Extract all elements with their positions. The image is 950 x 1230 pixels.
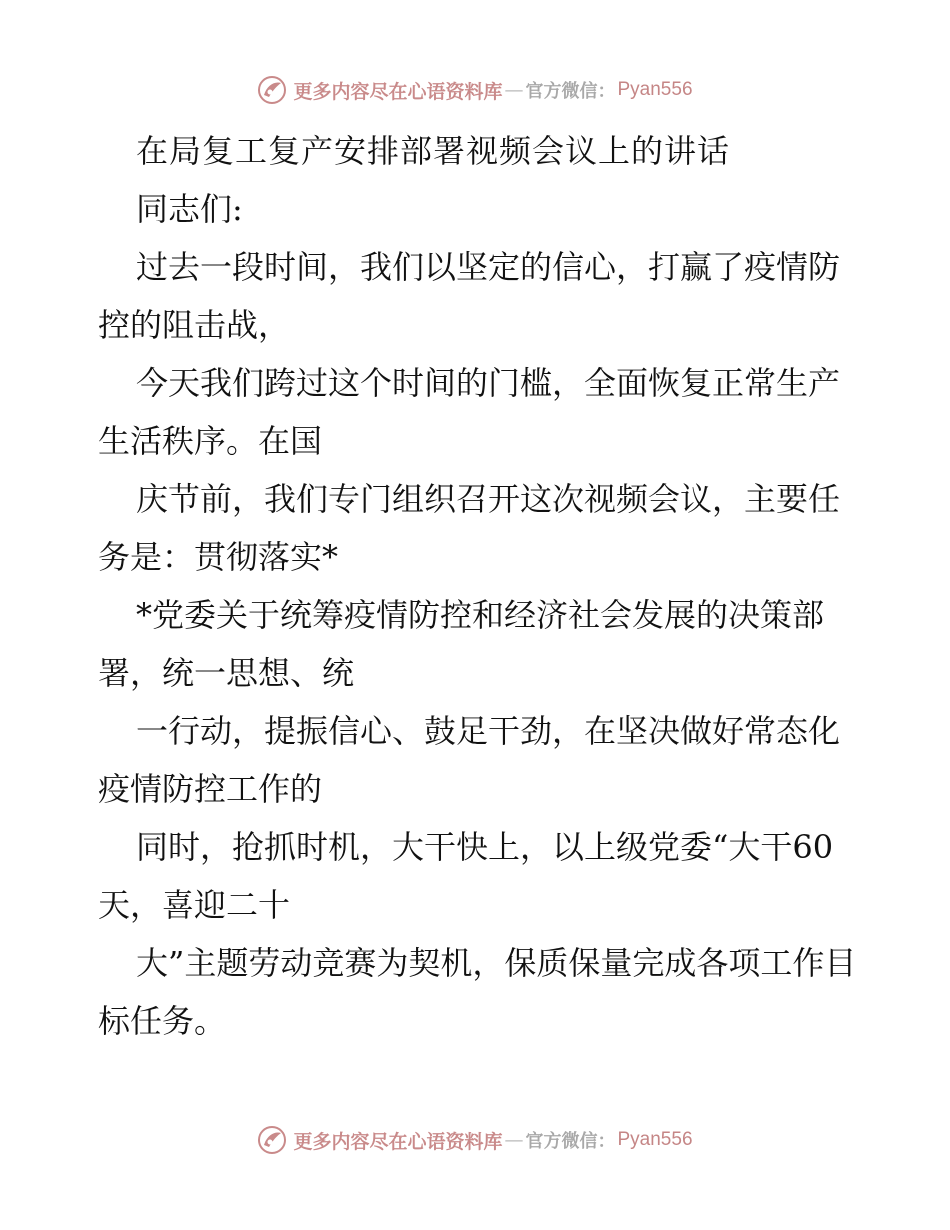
watermark-dash: — — [504, 79, 524, 101]
paragraph: 大”主题劳动竞赛为契机，保质保量完成各项工作目标任务。 — [98, 944, 857, 1040]
header-watermark — [0, 70, 950, 110]
paragraph: *党委关于统筹疫情防控和经济社会发展的决策部署，统一思想、统 — [98, 596, 825, 692]
logo-icon — [257, 1125, 287, 1155]
watermark-main-text: 更多内容尽在心语资料库 — [293, 1130, 503, 1153]
paragraph: 过去一段时间，我们以坚定的信心，打赢了疫情防控的阻击战， — [98, 248, 841, 344]
document-title: 在局复工复产安排部署视频会议上的讲话 — [136, 132, 731, 170]
paragraph: 同时，抢抓时机，大干快上，以上级党委“大干60 天，喜迎二十 — [98, 828, 834, 924]
watermark-wechat-id: Pyan556 — [617, 79, 693, 100]
watermark-wechat-id: Pyan556 — [617, 1129, 693, 1150]
watermark-sub-text: 官方微信： — [525, 81, 616, 102]
watermark-main-text: 更多内容尽在心语资料库 — [293, 80, 503, 103]
paragraph: 今天我们跨过这个时间的门槛，全面恢复正常生产生活秩序。在国 — [98, 364, 841, 460]
watermark-sub-text: 官方微信： — [525, 1131, 616, 1152]
watermark-dash: — — [504, 1129, 524, 1151]
footer-watermark — [0, 1120, 950, 1160]
salutation: 同志们: — [136, 190, 243, 228]
paragraph: 庆节前，我们专门组织召开这次视频会议，主要任务是：贯彻落实* — [98, 480, 841, 576]
logo-icon — [257, 75, 287, 105]
paragraph: 一行动，提振信心、鼓足干劲，在坚决做好常态化疫情防控工作的 — [98, 712, 841, 808]
document-body — [98, 122, 858, 1050]
